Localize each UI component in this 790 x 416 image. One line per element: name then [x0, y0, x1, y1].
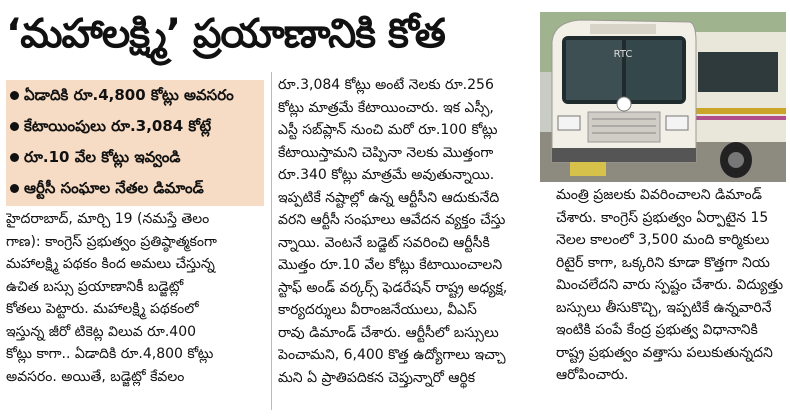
highlight-text: ఏడాదికి రూ.4,800 కోట్లు అవసరం	[24, 86, 234, 104]
text-line: రాష్ట్ర ప్రభుత్వం వత్తాసు పలుకుతున్నదని	[556, 344, 773, 361]
text-line: రూ.340 కోట్లు మాత్రమే అవుతున్నాయి.	[278, 167, 495, 183]
highlight-item	[6, 142, 264, 173]
text-line: నెలల కాలంలో 3,500 మంది కార్మికులు	[556, 232, 770, 248]
bus-photo	[540, 12, 786, 182]
text-line: వరని ఆర్టీసీ సంఘాలు ఆవేదన వ్యక్తం చేస్తు	[278, 212, 506, 228]
text-line: ఇంటికి పంపే కేంద్ర ప్రభుత్వ విధానానికి	[556, 322, 758, 338]
highlight-item	[6, 173, 264, 204]
highlight-text: ఆర్టీసీ సంఘాల నేతల డిమాండ్	[24, 179, 204, 197]
bullet-icon	[10, 153, 19, 162]
text-line: మించలేదని వారు స్పష్టం చేశారు. విద్యుత్తు	[556, 277, 784, 293]
article-column-1	[6, 208, 268, 388]
highlight-text: కేటాయింపులు రూ.3,084 కోట్లే	[24, 117, 212, 135]
text-line: ఇప్పటికే నష్టాల్లో ఉన్న ఆర్టీసీని ఆదుకునేది	[278, 189, 500, 206]
bullet-icon	[10, 91, 19, 100]
text-line: ఆరోపించారు.	[556, 367, 629, 383]
highlights-box	[6, 80, 264, 206]
text-line: చేశారు. కాంగ్రెస్ ప్రభుత్వం ఏర్పాటైన 15	[556, 209, 769, 226]
text-line: బస్సులు తీసుకొచ్చి, ఇప్పటికే ఉన్నవారినే	[556, 299, 772, 316]
highlight-text: రూ.10 వేల కోట్లు ఇవ్వండి	[24, 148, 181, 166]
article-column-2	[278, 74, 548, 389]
text-line: మని ఏ ప్రాతిపదికన చెప్తున్నారో ఆర్థిక	[278, 369, 476, 386]
text-line: ఇస్తున్న జీరో టికెట్ల విలువ రూ.400	[6, 323, 197, 340]
text-line: కోట్లు కాగా.. ఏడాదికి రూ.4,800 కోట్లు	[6, 346, 214, 362]
text-line: ఉచిత బస్సు ప్రయాణానికీ బడ్జెట్లో	[6, 278, 184, 295]
text-line: పెంచామని, 6,400 కొత్త ఉద్యోగాలు ఇచ్చా	[278, 347, 506, 363]
text-line: రూ.3,084 కోట్లు అంటే నెలకు రూ.256	[278, 77, 494, 93]
article-column-3	[556, 184, 786, 387]
text-line: న్నాయి. వెంటనే బడ్జెట్ సవరించి ఆర్టీసీకి	[278, 234, 490, 251]
text-line: మొత్తం రూ.10 వేల కోట్లు కేటాయించాలని	[278, 257, 503, 273]
text-line: గాణ): కాంగ్రెస్ ప్రభుత్వం ప్రతిష్ఠాత్మకంగా	[6, 233, 217, 250]
text-line: హైదరాబాద్, మార్చి 19 (నమస్తే తెలం	[6, 211, 210, 227]
text-line: కోట్లు మాత్రమే కేటాయించారు. ఇక ఎస్సీ,	[278, 99, 494, 116]
text-line: రావు డిమాండ్ చేశారు. ఆర్టీసీలో బస్సులు	[278, 324, 499, 341]
text-line: అవసరం. అయితే, బడ్జెట్లో కేవలం	[6, 368, 185, 385]
text-line: కోతలు పెట్టారు. మహాలక్ష్మి పథకంలో	[6, 301, 199, 317]
text-line: ఎస్టీ సబ్‌ప్లాన్ నుంచి మరో రూ.100 కోట్లు	[278, 122, 498, 138]
bullet-icon	[10, 122, 19, 131]
text-line: స్టాఫ్ అండ్ వర్కర్స్ ఫెడరేషన్ రాష్ట్ర అధ్యక్ష,	[278, 279, 508, 296]
bullet-icon	[10, 184, 19, 193]
text-line: రిటైర్ కాగా, ఒక్కరిని కూడా కొత్తగా నియ	[556, 254, 770, 271]
highlight-item	[6, 111, 264, 142]
bus-label: RTC	[613, 49, 633, 60]
column-divider	[271, 72, 272, 410]
highlight-item	[6, 80, 264, 111]
text-line: కార్యదర్శులు వీరాంజనేయులు, వీఎస్	[278, 302, 477, 318]
text-line: కేటాయిస్తామని చెప్పినా నెలకు మొత్తంగా	[278, 144, 494, 161]
headline: ‘మహాలక్ష్మి’ ప్రయాణానికి కోత	[6, 11, 445, 57]
text-line: మహాలక్ష్మి పథకం కింద అమలు చేస్తున్న	[6, 256, 215, 272]
text-line: మంత్రి ప్రజలకు వివరించాలని డిమాండ్	[556, 187, 762, 203]
